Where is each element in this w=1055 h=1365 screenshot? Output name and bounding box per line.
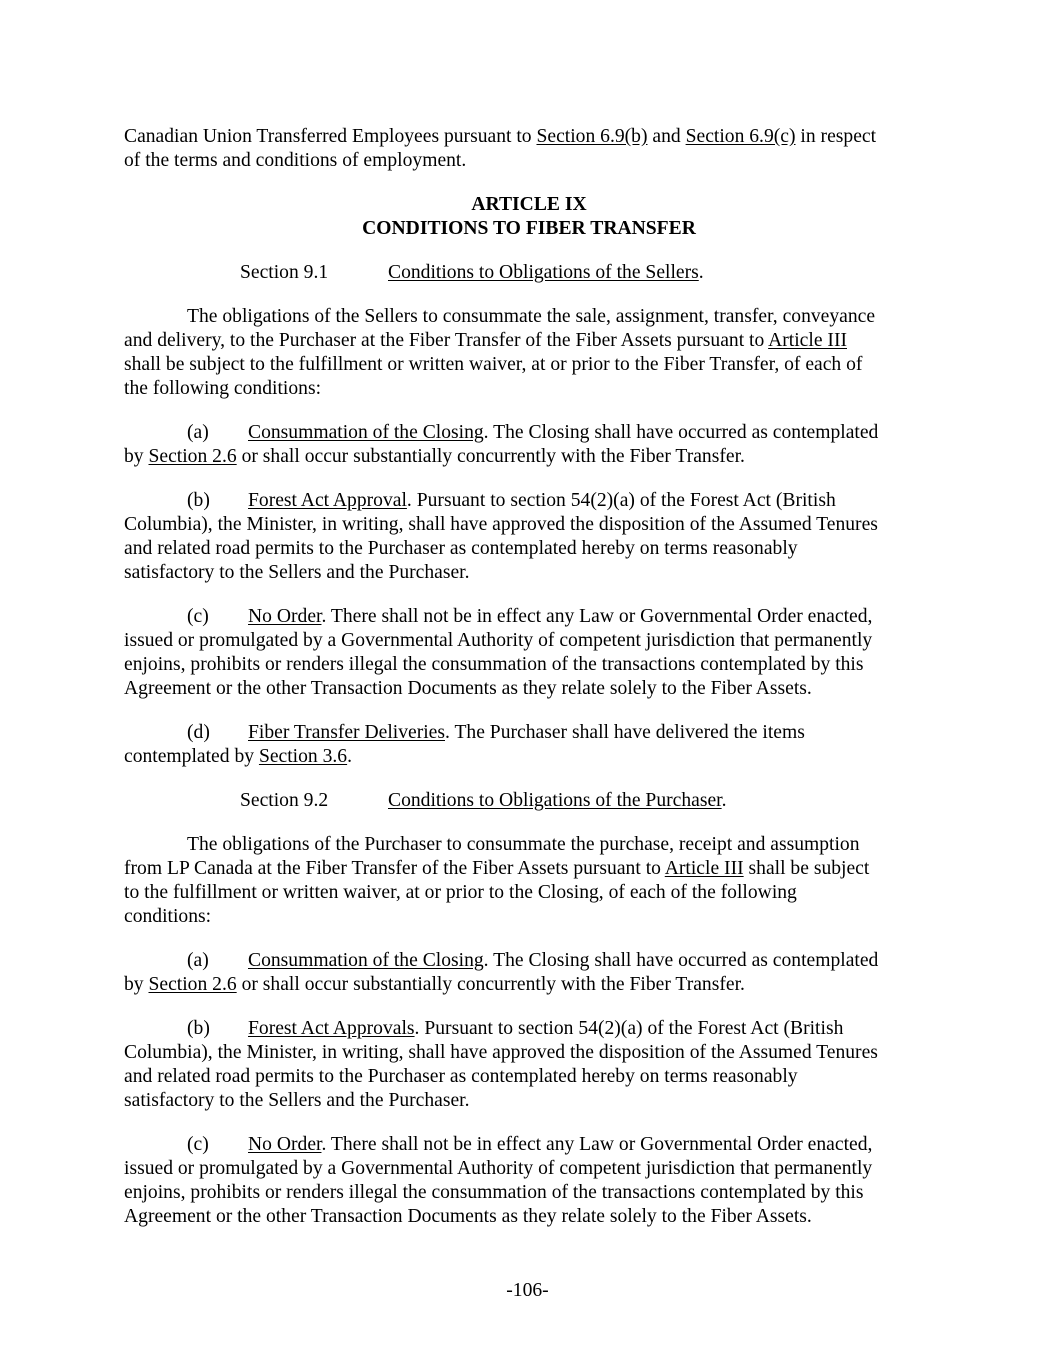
text-line: [124, 881, 934, 905]
clause-label: (a): [187, 950, 209, 971]
text-line: [124, 513, 934, 537]
text-line: [124, 149, 934, 173]
text-run: from LP Canada at the Fiber Transfer of the Fiber Assets pursuant to: [124, 858, 665, 879]
text-run: Agreement or the other Transaction Documents as they relate solely to the Fiber Assets.: [124, 1206, 812, 1227]
text-line: [124, 561, 934, 585]
clause-label: (b): [187, 490, 210, 511]
text-line: [124, 905, 934, 929]
text-run: . The Closing shall have occurred as contemplated: [483, 422, 879, 443]
text-line: [124, 721, 934, 745]
text-line: [124, 125, 934, 149]
clause-heading: Consummation of the Closing: [248, 950, 484, 971]
text-run: enjoins, prohibits or renders illegal the consummation of the transactions contemplated by this: [124, 654, 864, 675]
paragraph: [124, 833, 934, 929]
text-run: issued or promulgated by a Governmental Authority of competent jurisdiction that permanently: [124, 1158, 873, 1179]
text-run: the following conditions:: [124, 378, 322, 399]
text-run: Agreement or the other Transaction Documents as they relate solely to the Fiber Assets.: [124, 678, 812, 699]
text-line: [124, 949, 934, 973]
text-line: [124, 857, 934, 881]
text-run: or shall occur substantially concurrently with the Fiber Transfer.: [236, 446, 745, 467]
text-line: [124, 1133, 934, 1157]
text-line: [124, 605, 934, 629]
text-line: [124, 329, 934, 353]
text-run: conditions:: [124, 906, 212, 927]
text-line: [124, 1205, 934, 1229]
article-heading: [124, 193, 934, 241]
paragraph: [124, 605, 934, 701]
text-run: in respect: [795, 126, 877, 147]
text-run: and related road permits to the Purchaser as contemplated hereby on terms reasonably: [124, 538, 798, 559]
paragraph: [124, 1017, 934, 1113]
cross-reference: Section 6.9(b): [536, 126, 648, 147]
text-run: Columbia), the Minister, in writing, shall have approved the disposition of the Assumed Tenures: [124, 1042, 878, 1063]
article-heading-line: CONDITIONS TO FIBER TRANSFER: [362, 218, 696, 239]
text-line: [124, 745, 934, 769]
text-run: and: [647, 126, 686, 147]
clause-heading: No Order: [248, 606, 322, 627]
text-run: issued or promulgated by a Governmental Authority of competent jurisdiction that permanently: [124, 630, 873, 651]
cross-reference: Article III: [768, 330, 847, 351]
cross-reference: Section 3.6: [258, 746, 348, 767]
text-run: . The Closing shall have occurred as contemplated: [483, 950, 879, 971]
text-line: [124, 537, 934, 561]
text-run: . Pursuant to section 54(2)(a) of the Forest Act (British: [414, 1018, 844, 1039]
document-page: [124, 125, 934, 1249]
text-run: . There shall not be in effect any Law or Governmental Order enacted,: [321, 1134, 873, 1155]
text-run: . There shall not be in effect any Law or Governmental Order enacted,: [321, 606, 873, 627]
section-title-end: .: [721, 790, 727, 811]
text-line: [124, 377, 934, 401]
text-run: satisfactory to the Sellers and the Purchaser.: [124, 562, 470, 583]
text-run: The obligations of the Purchaser to consummate the purchase, receipt and assumption: [187, 834, 860, 855]
paragraph: [124, 721, 934, 769]
text-line: [124, 973, 934, 997]
clause-heading: Forest Act Approvals: [248, 1018, 415, 1039]
paragraph: [124, 949, 934, 997]
text-run: and related road permits to the Purchaser as contemplated hereby on terms reasonably: [124, 1066, 798, 1087]
clause-label: (d): [187, 722, 210, 743]
text-run: Canadian Union Transferred Employees pursuant to: [124, 126, 537, 147]
clause-heading: No Order: [248, 1134, 322, 1155]
text-run: satisfactory to the Sellers and the Purchaser.: [124, 1090, 470, 1111]
clause-label: (b): [187, 1018, 210, 1039]
text-line: [124, 629, 934, 653]
section-heading: [124, 261, 934, 285]
section-number: Section 9.1: [240, 262, 329, 283]
section-heading: [124, 789, 934, 813]
text-run: The obligations of the Sellers to consummate the sale, assignment, transfer, conveyance: [187, 306, 876, 327]
text-run: contemplated by: [124, 746, 259, 767]
text-run: . The Purchaser shall have delivered the items: [445, 722, 805, 743]
clause-label: (c): [187, 1134, 209, 1155]
article-heading-line: ARTICLE IX: [471, 194, 587, 215]
text-run: Columbia), the Minister, in writing, shall have approved the disposition of the Assumed Tenures: [124, 514, 878, 535]
text-line: [124, 1017, 934, 1041]
text-run: of the terms and conditions of employment.: [124, 150, 467, 171]
cross-reference: Section 2.6: [148, 446, 237, 467]
text-run: . Pursuant to section 54(2)(a) of the Forest Act (British: [406, 490, 836, 511]
text-run: enjoins, prohibits or renders illegal the consummation of the transactions contemplated by this: [124, 1182, 864, 1203]
text-line: [124, 1089, 934, 1113]
text-line: [124, 445, 934, 469]
clause-heading: Forest Act Approval: [248, 490, 407, 511]
cross-reference: Section 2.6: [148, 974, 237, 995]
cross-reference: Article III: [664, 858, 744, 879]
text-line: [124, 1041, 934, 1065]
paragraph: [124, 125, 934, 173]
text-run: by: [124, 446, 149, 467]
text-line: [124, 677, 934, 701]
page-number: -106-: [506, 1280, 549, 1301]
text-run: .: [347, 746, 353, 767]
text-line: [124, 653, 934, 677]
clause-heading: Consummation of the Closing: [248, 422, 484, 443]
paragraph: [124, 489, 934, 585]
section-title: Conditions to Obligations of the Purchaser: [388, 790, 722, 811]
clause-heading: Fiber Transfer Deliveries: [248, 722, 445, 743]
text-run: shall be subject to the fulfillment or written waiver, at or prior to the Fiber Transfer, of each of: [124, 354, 863, 375]
paragraph: [124, 305, 934, 401]
clause-label: (a): [187, 422, 209, 443]
paragraph: [124, 421, 934, 469]
paragraph: [124, 1133, 934, 1229]
text-line: [124, 305, 934, 329]
text-line: [124, 353, 934, 377]
clause-label: (c): [187, 606, 209, 627]
text-run: by: [124, 974, 149, 995]
text-line: [124, 489, 934, 513]
text-run: to the fulfillment or written waiver, at or prior to the Closing, of each of the following: [124, 882, 797, 903]
text-line: [124, 1065, 934, 1089]
text-run: or shall occur substantially concurrently with the Fiber Transfer.: [236, 974, 745, 995]
section-title-end: .: [698, 262, 704, 283]
text-run: and delivery, to the Purchaser at the Fiber Transfer of the Fiber Assets pursuant to: [124, 330, 769, 351]
text-line: [124, 1157, 934, 1181]
section-number: Section 9.2: [240, 790, 329, 811]
section-title: Conditions to Obligations of the Sellers: [388, 262, 699, 283]
text-line: [124, 1181, 934, 1205]
cross-reference: Section 6.9(c): [685, 126, 796, 147]
text-run: shall be subject: [743, 858, 870, 879]
text-line: [124, 421, 934, 445]
text-line: [124, 833, 934, 857]
